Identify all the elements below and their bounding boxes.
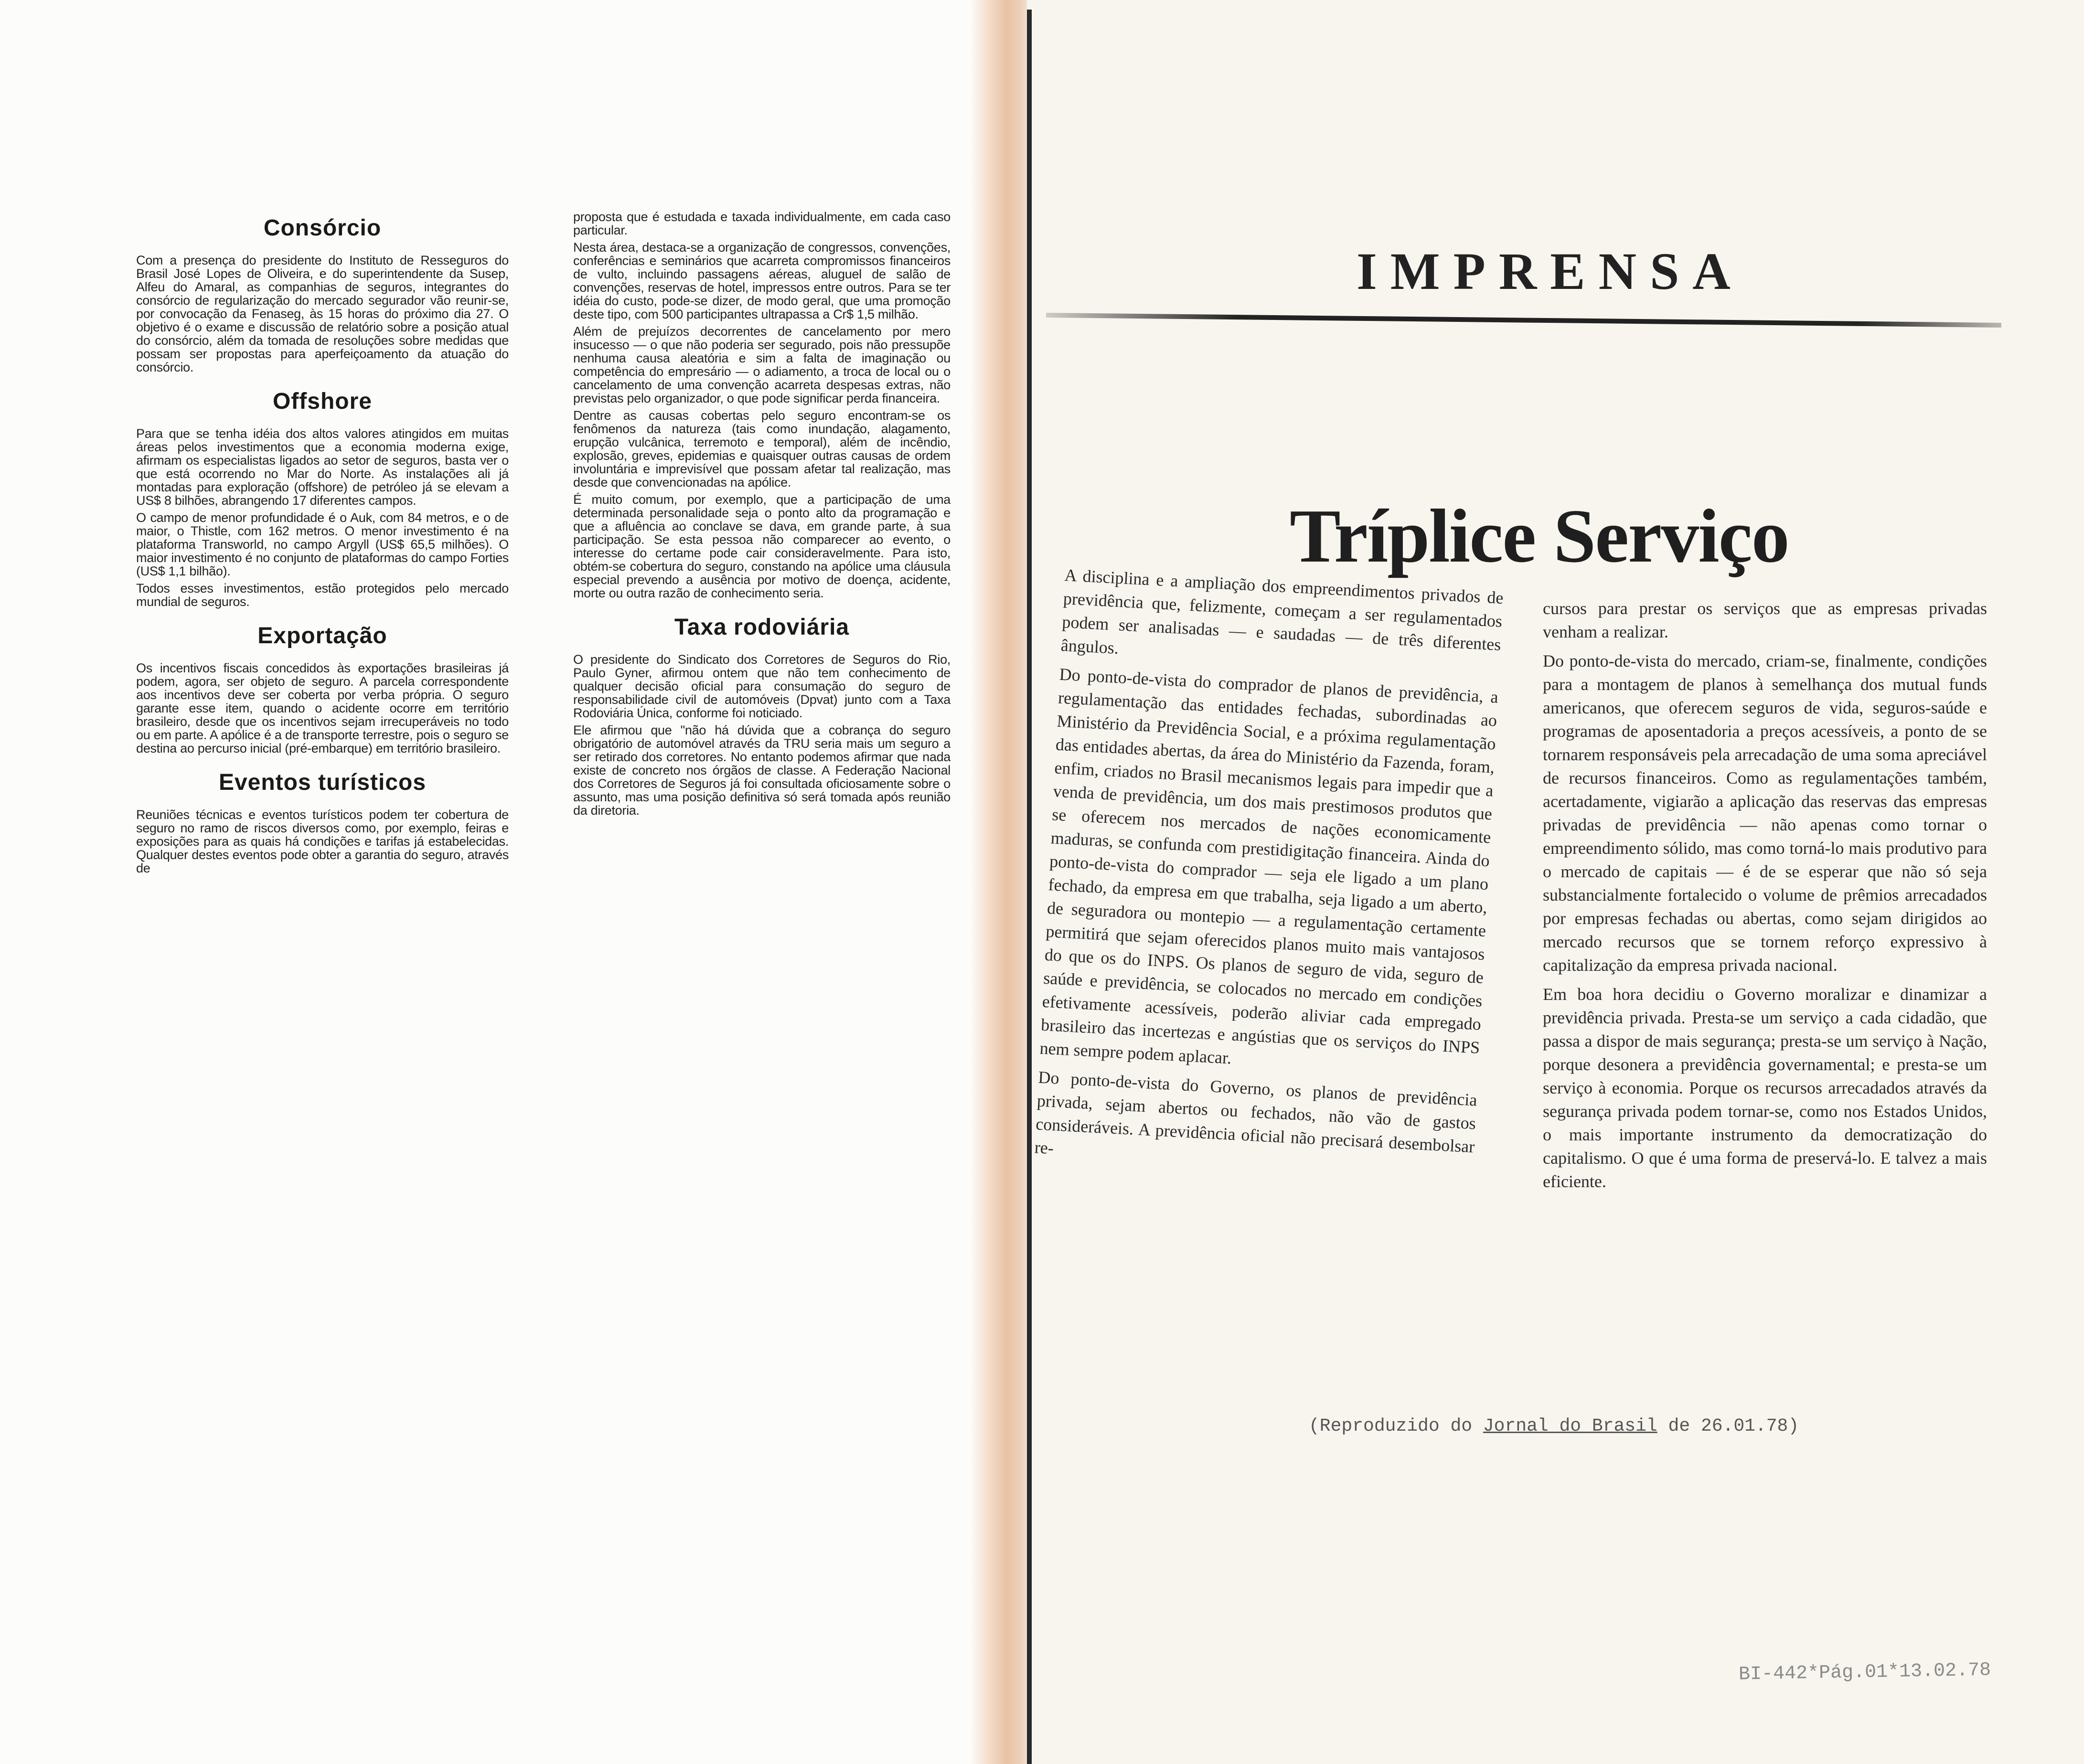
paragraph: Com a presença do presidente do Instituto de Resseguros do Brasil José Lopes de Oliveira, e do superintendente da Susep, Alfeu do Amaral, as companhias de seguros, integrantes do consórcio de regularização do mercado segurador vão reunir-se, por convocação da Fenaseg, às 15 horas do próximo dia 27. O objetivo é o exame e discussão de relatório sobre a posição atual do consórcio, além da tomada de resoluções sobre medidas que possam ser propostas para aperfeiçoamento da atuação do consórcio. bbox=[136, 253, 509, 374]
credit-prefix: (Reproduzido do bbox=[1309, 1416, 1483, 1436]
paragraph: Ele afirmou que "não há dúvida que a cobrança do seguro obrigatório de automóvel através da TRU seria mais um seguro a ser retirado dos corretores. No entanto podemos afirmar que nada existe de concreto nos órgãos de classe. A Federação Nacional dos Corretores de Seguros já foi consultada oficiosamente sobre o assunto, mas uma posição definitiva só será tomada após reunião da diretoria. bbox=[573, 723, 951, 818]
paragraph: cursos para prestar os serviços que as empresas privadas venham a realizar. bbox=[1543, 599, 1987, 641]
left-column-a bbox=[136, 201, 509, 879]
paragraph: Todos esses investimentos, estão protegidos pelo mercado mundial de seguros. bbox=[136, 581, 509, 609]
masthead: IMPRENSA bbox=[1357, 242, 1744, 300]
section-title: Exportação bbox=[257, 623, 387, 648]
paragraph: O campo de menor profundidade é o Auk, com 84 metros, e o de maior, o Thistle, com 162 metros. O menor investimento é na plataforma Transworld, no campo Argyll (US$ 65,5 milhões). O maior investimento é no conjunto de plataformas do campo Forties (US$ 1,1 bilhão). bbox=[136, 510, 509, 578]
paragraph: Reuniões técnicas e eventos turísticos podem ter cobertura de seguro no ramo de riscos diversos como, por exemplo, feiras e exposições para as quais há condições e tarifas já estabelecidas. Qualquer destes eventos pode obter a garantia do seguro, através de bbox=[136, 808, 509, 875]
paragraph: Nesta área, destaca-se a organização de congressos, convenções, conferências e seminários que acarreta compromissos financeiros de vulto, incluindo passagens aéreas, aluguel de salão de convenções, reservas de hotel, impressos entre outros. Para se ter idéia do custo, pode-se dizer, de modo geral, que uma promoção deste tipo, com 500 participantes ultrapassa a Cr$ 1,5 milhão. bbox=[573, 240, 951, 321]
paragraph: Além de prejuízos decorrentes de cancelamento por mero insucesso — o que não poderia ser segurado, pois não pressupõe nenhuma causa aleatória e sim a falta de imaginação ou competência do empresário — o adiamento, a troca de local ou o cancelamento de uma convenção acarreta despesas extras, não previstas pelo organizador, o que pode significar perda financeira. bbox=[573, 324, 951, 405]
paragraph: Os incentivos fiscais concedidos às exportações brasileiras já podem, agora, ser objeto de seguro. A parcela correspondente aos incentivos deve ser coberta por verba própria. O seguro garante esse item, quando o acidente ocorre em território brasileiro, desde que os incentivos sejam irrecuperáveis no todo ou em parte. A apólice é a de transporte terrestre, pois o seguro se destina ao percurso inicial (pré-embarque) em território brasileiro. bbox=[136, 661, 509, 755]
section-consorcio bbox=[136, 215, 509, 374]
paragraph: Do ponto-de-vista do mercado, criam-se, finalmente, condições para a montagem de planos à semelhança dos mutual funds americanos, que oferecem seguros de vida, seguros-saúde e programas de aposentadoria a preços acessíveis, a ponto de se tornarem responsáveis pela arrecadação de uma soma apreciável de recursos financeiros. Como as regulamentações também, acertadamente, vigiarão a aplicação das reservas das empresas privadas de previdência — não apenas como tornar o empreendimento sólido, mas como torná-lo mais produtivo para o mercado de capitais — é de se esperar que não só seja substancialmente fortalecido o volume de prêmios arrecadados por empresas fechadas ou abertas, como sejam dirigidos ao mercado recursos que se tornem reforço expressivo à capitalização da empresa privada nacional. bbox=[1543, 651, 1987, 975]
article-headline: Tríplice Serviço bbox=[1290, 493, 1789, 578]
paragraph: Do ponto-de-vista do comprador de planos de previdência, a regulamentação das entidades fechadas, subordinadas ao Ministério da Previdência Social, e a próxima regulamentação das entidades abertas, da área do Ministério da Fazenda, foram, enfim, criados no Brasil mecanismos legais para impedir que a venda de previdência, um dos mais prestimosos produtos que se oferecem nos mercados de nações economicamente maduras, se confunda com prestidigitação financeira. Ainda do ponto-de-vista do comprador — seja ele ligado a um plano fechado, da empresa em que trabalha, seja ligado a um aberto, de seguradora ou montepio — a regulamentação certamente permitirá que sejam oferecidos planos muito mais vantajosos do que os do INPS. Os planos de seguro de vida, seguro de saúde e previdência, se colocados no mercado em condições efetivamente acessíveis, poderão aliviar cada empregado brasileiro das incertezas e angústias que os serviços do INPS nem sempre podem aplacar. bbox=[1039, 664, 1499, 1068]
section-title: Eventos turísticos bbox=[218, 770, 427, 795]
section-title: Offshore bbox=[272, 389, 372, 414]
paragraph: A disciplina e a ampliação dos empreendimentos privados de previdência que, felizmente, começam a ser regulamentados podem ser analisadas — e saudadas — de três diferentes ângulos. bbox=[1060, 565, 1504, 658]
credit-source: Jornal do Brasil bbox=[1483, 1416, 1657, 1436]
source-credit bbox=[1309, 1416, 1799, 1436]
book-gutter bbox=[970, 0, 1037, 1764]
left-page bbox=[0, 0, 998, 1764]
section-title: Taxa rodoviária bbox=[674, 615, 850, 640]
page-edge-line bbox=[1027, 10, 1032, 1764]
section-offshore bbox=[136, 388, 509, 608]
page-reference: BI-442*Pág.01*13.02.78 bbox=[1738, 1659, 1991, 1686]
section-exportacao bbox=[136, 623, 509, 755]
credit-suffix: de 26.01.78) bbox=[1657, 1416, 1799, 1436]
paragraph: Para que se tenha idéia dos altos valores atingidos em muitas áreas pelos investimentos que a economia moderna exige, afirmam os especialistas ligados ao setor de seguros, basta ver o que está ocorrendo no Mar do Norte. As instalações ali já montadas para exploração (offshore) de petróleo já se elevam a US$ 8 bilhões, abrangendo 17 diferentes campos. bbox=[136, 426, 509, 508]
section-taxa-rodoviaria bbox=[573, 614, 951, 817]
paragraph: proposta que é estudada e taxada individualmente, em cada caso particular. bbox=[573, 210, 951, 237]
paragraph: O presidente do Sindicato dos Corretores de Seguros do Rio, Paulo Gyner, afirmou ontem que não tem conhecimento de qualquer decisão oficial para consumação do seguro de responsabilidade civil de automóveis (Dpvat) junto com a Taxa Rodoviária Única, conforme foi noticiado. bbox=[573, 652, 951, 720]
section-eventos-turisticos bbox=[136, 769, 509, 875]
article-column-a bbox=[1034, 563, 1504, 1188]
article-column-b bbox=[1543, 597, 1987, 1199]
section-title: Consórcio bbox=[263, 215, 382, 241]
paragraph: Dentre as causas cobertas pelo seguro encontram-se os fenômenos da natureza (tais como inundação, alagamento, erupção vulcânica, terremoto e temporal), além de incêndio, explosão, greves, epidemias e quaisquer outras causas de ordem involuntária e imprevisível que possam afetar tal realização, mas desde que convencionadas na apólice. bbox=[573, 408, 951, 489]
paragraph: Do ponto-de-vista do Governo, os planos de previdência privada, sejam abertos ou fechados, não vão de gastos consideráveis. A previdência oficial não precisará desembolsar re- bbox=[1034, 1067, 1478, 1158]
left-column-b bbox=[573, 210, 951, 821]
paragraph: Em boa hora decidiu o Governo moralizar e dinamizar a previdência privada. Presta-se um serviço a cada cidadão, que passa a dispor de mais segurança; presta-se um serviço à Nação, porque desonera a previdência governamental; e presta-se um serviço à economia. Porque os recursos arrecadados através da segurança privada podem tornar-se, como nos Estados Unidos, o mais importante instrumento da democratização do capitalismo. O que é uma forma de preservá-lo. E talvez a mais eficiente. bbox=[1543, 985, 1987, 1191]
paragraph: É muito comum, por exemplo, que a participação de uma determinada personalidade seja o ponto alto da programação e que a afluência ao conclave se dava, em grande parte, à sua participação. Se esta pessoa não comparecer ao evento, o interesse do certame pode cair consideravelmente. Para isto, obtém-se cobertura do seguro, constando na apólice uma cláusula especial prevendo a ausência por motivo de doença, acidente, morte ou outra razão de conhecimento seria. bbox=[573, 492, 951, 600]
